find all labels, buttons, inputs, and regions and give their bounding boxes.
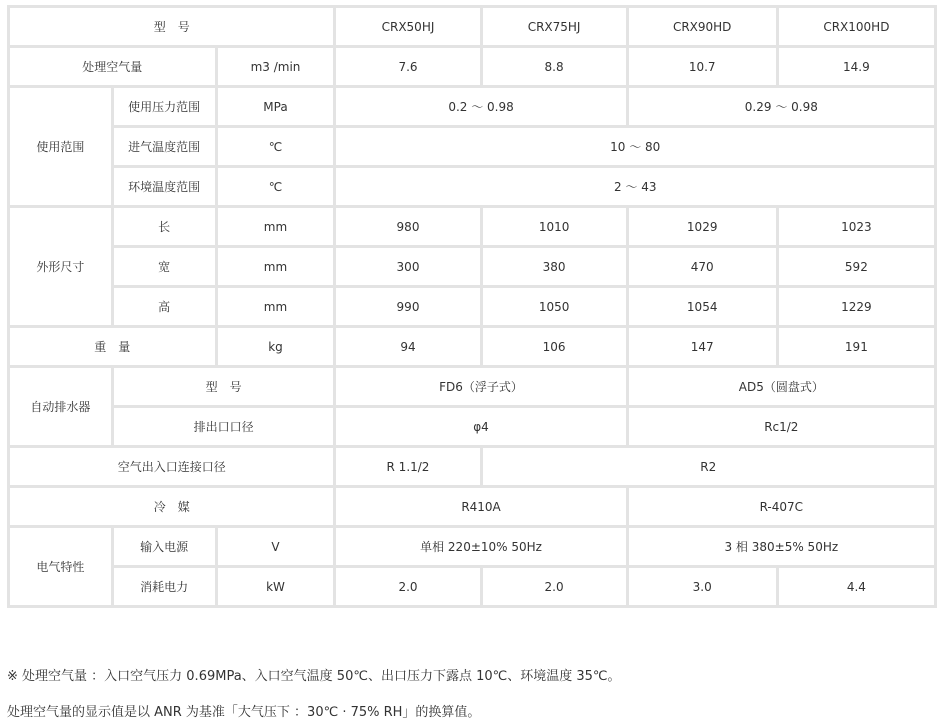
pressure-label: 使用压力范围 [114, 88, 215, 125]
connection-label: 空气出入口连接口径 [10, 448, 333, 485]
drain-outlet-value-b: Rc1/2 [629, 408, 934, 445]
table-row-height [10, 288, 934, 325]
height-unit: mm [218, 288, 334, 325]
table-row-width [10, 248, 934, 285]
weight-value: 94 [336, 328, 479, 365]
width-value: 470 [629, 248, 776, 285]
table-row-pressure [10, 88, 934, 125]
pressure-value-b: 0.29 ～ 0.98 [629, 88, 934, 125]
width-value: 380 [483, 248, 626, 285]
length-value: 980 [336, 208, 479, 245]
power-label: 输入电源 [114, 528, 215, 565]
drain-label: 自动排水器 [10, 368, 111, 445]
airflow-value: 7.6 [336, 48, 479, 85]
model-name: CRX100HD [779, 8, 934, 45]
usage-label: 使用范围 [10, 88, 111, 205]
table-row-connection [10, 448, 934, 485]
length-value: 1010 [483, 208, 626, 245]
weight-value: 191 [779, 328, 934, 365]
power-unit: V [218, 528, 334, 565]
table-row-ambient-temp [10, 168, 934, 205]
table-row-consumption [10, 568, 934, 605]
footnotes [7, 668, 937, 722]
refrigerant-value-b: R-407C [629, 488, 934, 525]
weight-value: 147 [629, 328, 776, 365]
width-unit: mm [218, 248, 334, 285]
inlet-temp-unit: ℃ [218, 128, 334, 165]
ambient-temp-label: 环境温度范围 [114, 168, 215, 205]
ambient-temp-unit: ℃ [218, 168, 334, 205]
drain-model-label: 型 号 [114, 368, 334, 405]
table-row-weight [10, 328, 934, 365]
airflow-label: 处理空气量 [10, 48, 215, 85]
pressure-unit: MPa [218, 88, 334, 125]
length-label: 长 [114, 208, 215, 245]
weight-label: 重 量 [10, 328, 215, 365]
refrigerant-value-a: R410A [336, 488, 625, 525]
drain-model-value-b: AD5（圆盘式） [629, 368, 934, 405]
table-row-drain-outlet [10, 408, 934, 445]
table-row-drain-model [10, 368, 934, 405]
connection-value-a: R 1.1/2 [336, 448, 479, 485]
inlet-temp-label: 进气温度范围 [114, 128, 215, 165]
height-value: 1229 [779, 288, 934, 325]
length-unit: mm [218, 208, 334, 245]
height-value: 1054 [629, 288, 776, 325]
inlet-temp-value: 10 ～ 80 [336, 128, 934, 165]
airflow-value: 14.9 [779, 48, 934, 85]
length-value: 1029 [629, 208, 776, 245]
airflow-value: 8.8 [483, 48, 626, 85]
drain-model-value-a: FD6（浮子式） [336, 368, 625, 405]
table-row-length [10, 208, 934, 245]
model-header-label: 型 号 [10, 8, 333, 45]
spec-table [7, 5, 937, 608]
height-value: 1050 [483, 288, 626, 325]
consumption-unit: kW [218, 568, 334, 605]
connection-value-b: R2 [483, 448, 934, 485]
model-name: CRX75HJ [483, 8, 626, 45]
power-value-a: 单相 220±10% 50Hz [336, 528, 625, 565]
consumption-value: 3.0 [629, 568, 776, 605]
drain-outlet-label: 排出口口径 [114, 408, 334, 445]
weight-unit: kg [218, 328, 334, 365]
weight-value: 106 [483, 328, 626, 365]
power-value-b: 3 相 380±5% 50Hz [629, 528, 934, 565]
height-value: 990 [336, 288, 479, 325]
consumption-label: 消耗电力 [114, 568, 215, 605]
footnote: ※ 处理空气量 ：入口空气压力 0.69MPa、入口空气温度 50℃、出口压力下露点 10℃、环境温度 35℃。 [7, 669, 621, 684]
length-value: 1023 [779, 208, 934, 245]
pressure-value-a: 0.2 ～ 0.98 [336, 88, 625, 125]
height-label: 高 [114, 288, 215, 325]
model-name: CRX50HJ [336, 8, 479, 45]
table-row-refrigerant [10, 488, 934, 525]
drain-outlet-value-a: φ4 [336, 408, 625, 445]
model-name: CRX90HD [629, 8, 776, 45]
width-value: 592 [779, 248, 934, 285]
table-row-power [10, 528, 934, 565]
dimensions-label: 外形尺寸 [10, 208, 111, 325]
consumption-value: 2.0 [336, 568, 479, 605]
airflow-unit: m3 /min [218, 48, 334, 85]
table-row-model [10, 8, 934, 45]
footnote: 处理空气量的显示值是以 ANR 为基准「大气压下 ：30℃ · 75% RH」的换算值。 [7, 705, 481, 720]
consumption-value: 4.4 [779, 568, 934, 605]
table-row-airflow [10, 48, 934, 85]
width-value: 300 [336, 248, 479, 285]
width-label: 宽 [114, 248, 215, 285]
table-row-inlet-temp [10, 128, 934, 165]
ambient-temp-value: 2 ～ 43 [336, 168, 934, 205]
consumption-value: 2.0 [483, 568, 626, 605]
airflow-value: 10.7 [629, 48, 776, 85]
refrigerant-label: 冷 媒 [10, 488, 333, 525]
electrical-label: 电气特性 [10, 528, 111, 605]
